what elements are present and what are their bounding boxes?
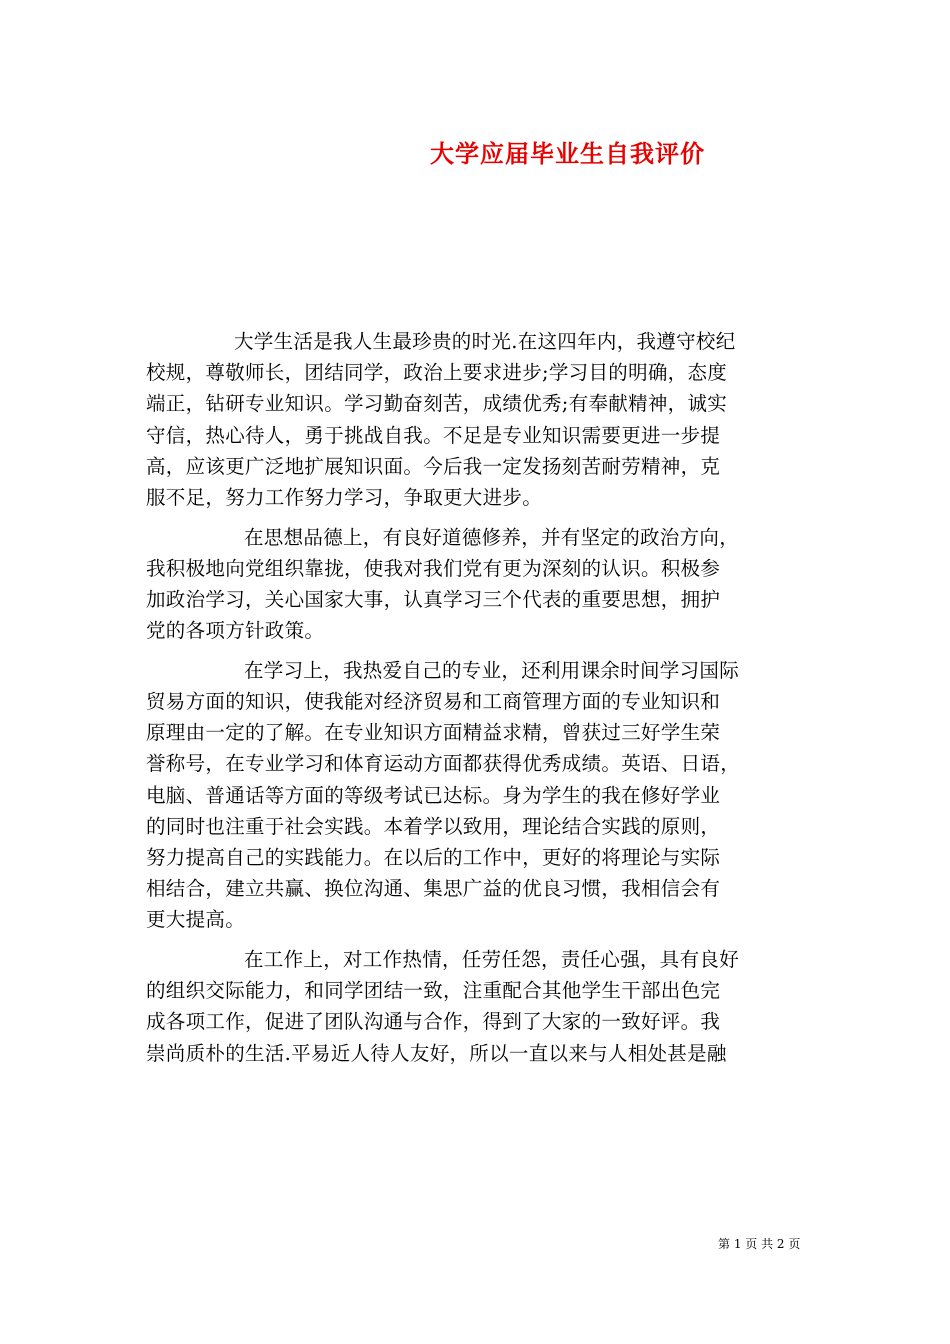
text-line: 原理由一定的了解。在专业知识方面精益求精，曾获过三好学生荣 bbox=[146, 721, 721, 745]
text-line: 高，应该更广泛地扩展知识面。今后我一定发扬刻苦耐劳精神，克 bbox=[146, 454, 721, 478]
paragraph-1 bbox=[146, 326, 816, 513]
text-line: 电脑、普通话等方面的等级考试已达标。身为学生的我在修好学业 bbox=[146, 783, 721, 807]
paragraph-4 bbox=[146, 944, 816, 1069]
text-line: 的组织交际能力，和同学团结一致，注重配合其他学生干部出色完 bbox=[146, 979, 721, 1003]
text-line: 努力提高自己的实践能力。在以后的工作中，更好的将理论与实际 bbox=[146, 846, 721, 869]
text-line: 誉称号，在专业学习和体育运动方面都获得优秀成绩。英语、日语， bbox=[146, 752, 741, 776]
page-title: 大学应届毕业生自我评价 bbox=[430, 139, 705, 168]
text-line: 校规，尊敬师长，团结同学，政治上要求进步;学习目的明确，态度 bbox=[146, 361, 728, 385]
text-line: 崇尚质朴的生活.平易近人待人友好，所以一直以来与人相处甚是融 bbox=[146, 1041, 727, 1065]
text-line: 在学习上，我热爱自己的专业，还利用课余时间学习国际 bbox=[244, 658, 740, 682]
body-text bbox=[146, 326, 816, 1069]
text-line: 守信，热心待人，勇于挑战自我。不足是专业知识需要更进一步提 bbox=[146, 423, 721, 447]
page-number-footer: 第 1 页 共 2 页 bbox=[718, 1237, 801, 1251]
text-line: 加政治学习，关心国家大事，认真学习三个代表的重要思想，拥护 bbox=[146, 588, 721, 611]
text-line: 服不足，努力工作努力学习，争取更大进步。 bbox=[146, 485, 543, 509]
text-line: 贸易方面的知识，使我能对经济贸易和工商管理方面的专业知识和 bbox=[146, 690, 721, 714]
text-line: 的同时也注重于社会实践。本着学以致用，理论结合实践的原则， bbox=[146, 814, 721, 838]
text-line: 我积极地向党组织靠拢，使我对我们党有更为深刻的认识。积极参 bbox=[146, 556, 721, 580]
text-line: 更大提高。 bbox=[146, 908, 246, 932]
text-line: 党的各项方针政策。 bbox=[146, 619, 325, 643]
text-line: 在思想品德上，有良好道德修养，并有坚定的政治方向， bbox=[244, 525, 740, 549]
paragraph-2 bbox=[146, 522, 816, 647]
text-line: 成各项工作，促进了团队沟通与合作，得到了大家的一致好评。我 bbox=[146, 1010, 721, 1034]
text-line: 在工作上，对工作热情，任劳任怨，责任心强，具有良好 bbox=[244, 948, 740, 972]
text-line: 端正，钻研专业知识。学习勤奋刻苦，成绩优秀;有奉献精神，诚实 bbox=[146, 392, 728, 416]
text-line: 相结合，建立共赢、换位沟通、集思广益的优良习惯，我相信会有 bbox=[146, 877, 721, 901]
text-line: 大学生活是我人生最珍贵的时光.在这四年内，我遵守校纪 bbox=[234, 330, 736, 353]
paragraph-3 bbox=[146, 655, 816, 936]
